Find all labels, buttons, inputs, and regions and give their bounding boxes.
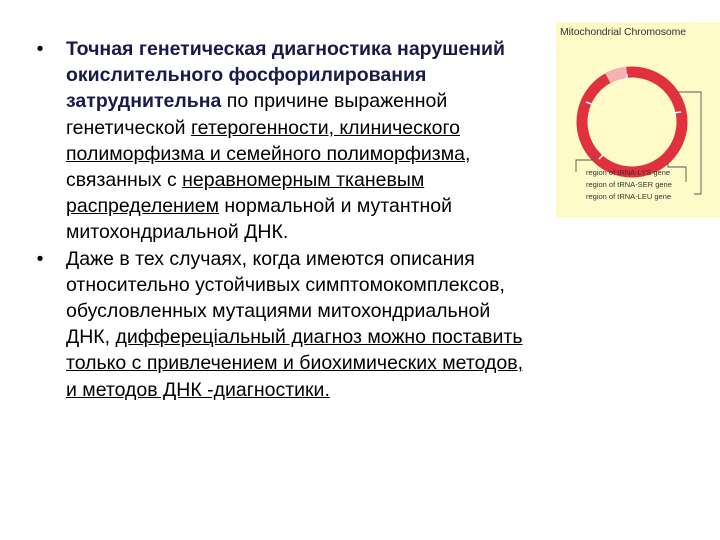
bullet-item-2 <box>30 246 530 403</box>
bullet-marker: • <box>36 247 44 270</box>
text-segment: нормальной и мутантной митохондриальной ДНК. <box>66 195 453 244</box>
bold-statement: Точная генетическая диагностика нарушений окислительного фосфорилирования затруднительна <box>66 38 506 113</box>
text-segment: , связанных с <box>66 142 471 192</box>
underlined-text: гетерогенности, клинического полиморфизма и семейного полиморфизма <box>66 116 465 165</box>
figure-title: Mitochondrial Chromosome <box>560 26 686 38</box>
figure-label-ser: region of tRNA-SER gene <box>586 180 672 189</box>
underlined-text: диффереціальный диагноз можно поставить только с привлечением и биохимических методов, и методов ДНК -диагностики. <box>66 326 523 401</box>
chromosome-ring <box>582 72 682 172</box>
underlined-text: неравномерным тканевым распределением <box>66 169 425 218</box>
bullet-list <box>30 36 530 403</box>
text-segment: Даже в тех случаях, когда имеются описания относительно устойчивых симптомокомплексов, обусловленных мутациями митохондриальной ДНК, <box>66 247 505 349</box>
figure-label-leu: region of tRNA-LEU gene <box>586 192 672 201</box>
figure-label-lys: region of tRNA-LYS gene <box>586 168 671 177</box>
bullet-marker: • <box>36 38 44 60</box>
pointer-line-ser <box>668 162 686 182</box>
mitochondrial-chromosome-figure <box>556 22 720 218</box>
text-segment: по причине выраженной генетической <box>66 90 448 139</box>
bullet-item-1 <box>30 36 530 246</box>
